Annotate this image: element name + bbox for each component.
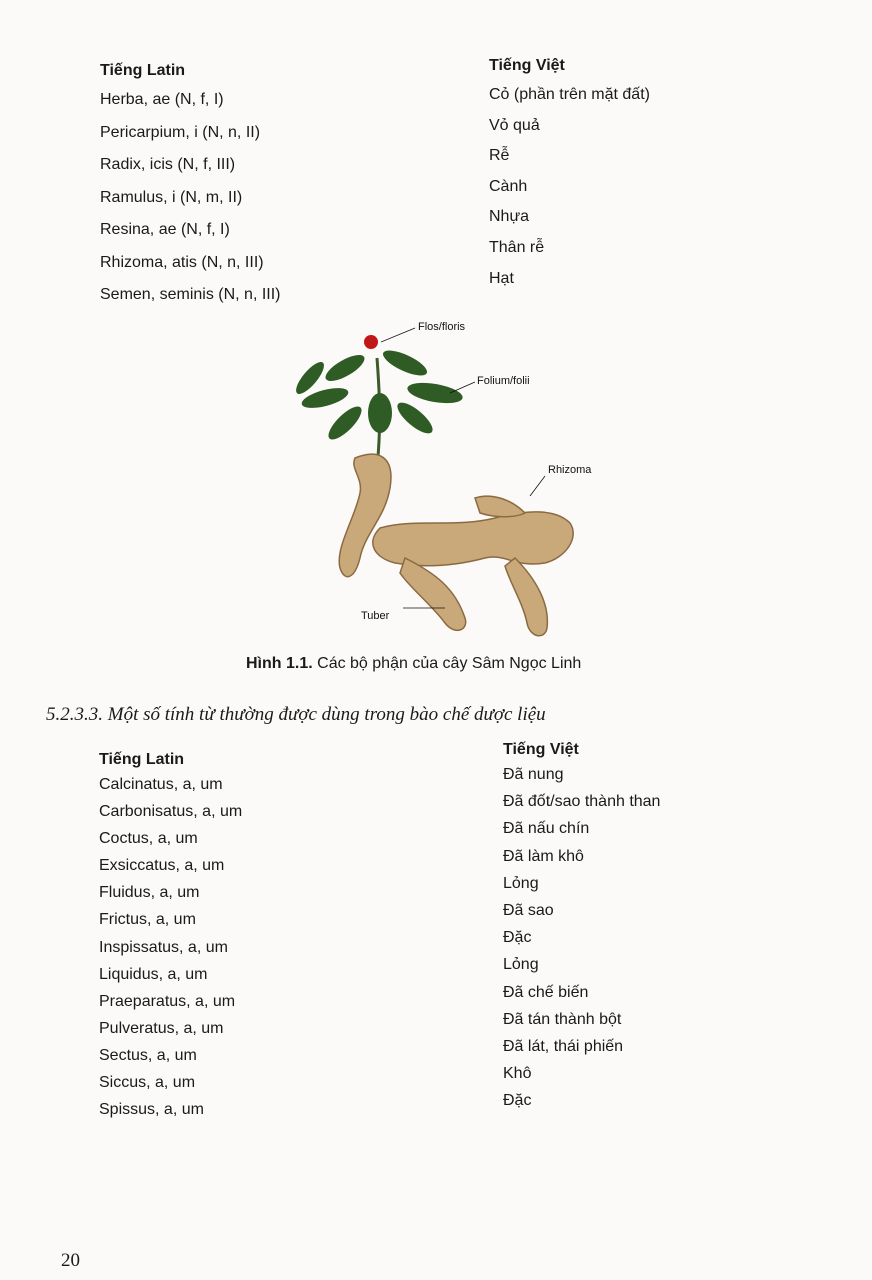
table1-viet-term: Nhựa	[489, 208, 530, 226]
table1-header-viet: Tiếng Việt	[489, 57, 565, 74]
table2-latin-term: Frictus, a, um	[99, 911, 196, 929]
table2-header-latin: Tiếng Latin	[99, 751, 185, 768]
table1-viet-list	[489, 85, 650, 299]
table1-latin-term: Radix, icis (N, f, III)	[100, 156, 236, 173]
table2-latin-list	[99, 775, 242, 1127]
table2-viet-term: Đã chế biến	[503, 983, 589, 1001]
table2-viet-term: Đặc	[503, 1092, 532, 1110]
table2-viet-column	[503, 741, 660, 1118]
table2-viet-term: Lỏng	[503, 956, 539, 974]
table2-viet-term: Đã làm khô	[503, 847, 584, 865]
table1-viet-term: Thân rễ	[489, 238, 545, 256]
table1-viet-term: Cành	[489, 177, 528, 195]
caption-prefix: Hình 1.1.	[246, 655, 313, 672]
table2-latin-term: Praeparatus, a, um	[99, 992, 236, 1010]
table2-latin-term: Carbonisatus, a, um	[99, 803, 243, 821]
table2-latin-term: Pulveratus, a, um	[99, 1019, 224, 1037]
table2-viet-term: Đã sao	[503, 901, 554, 919]
table1-viet-term: Hạt	[489, 269, 514, 287]
table1-latin-term: Ramulus, i (N, m, II)	[100, 188, 243, 206]
table2-latin-term: Exsiccatus, a, um	[99, 857, 225, 875]
label-folium: Folium/folii	[477, 375, 530, 387]
table1-latin-term: Semen, seminis (N, n, III)	[100, 286, 281, 303]
page-number: 20	[61, 1250, 80, 1271]
table2-latin-term: Calcinatus, a, um	[99, 776, 223, 793]
table2-viet-term: Đã đốt/sao thành than	[503, 793, 661, 811]
table2-latin-column	[99, 751, 242, 1127]
table2-viet-term: Đã lát, thái phiến	[503, 1037, 624, 1055]
table2-latin-term: Fluidus, a, um	[99, 884, 200, 902]
table1-header-latin: Tiếng Latin	[100, 62, 186, 79]
table1-viet-column	[489, 57, 650, 299]
table1-latin-list	[100, 90, 281, 318]
caption-text: Các bộ phận của cây Sâm Ngọc Linh	[312, 655, 582, 672]
table2-latin-term: Liquidus, a, um	[99, 965, 208, 983]
table2-latin-term: Siccus, a, um	[99, 1074, 196, 1092]
table2-viet-term: Đã nung	[503, 766, 564, 783]
table2-viet-term: Đặc	[503, 929, 532, 947]
table1-viet-term: Rễ	[489, 147, 510, 165]
section-title: 5.2.3.3. Một số tính từ thường được dùng trong bào chế dược liệu	[46, 704, 546, 725]
table2-latin-term: Sectus, a, um	[99, 1046, 197, 1064]
table2-viet-term: Đã nấu chín	[503, 820, 590, 838]
table2-viet-term: Khô	[503, 1065, 532, 1083]
table1-latin-term: Pericarpium, i (N, n, II)	[100, 123, 261, 141]
bleed-through-text	[30, 60, 34, 80]
table2-latin-term: Coctus, a, um	[99, 830, 198, 848]
label-rhizoma: Rhizoma	[548, 464, 592, 476]
table1-latin-term: Resina, ae (N, f, I)	[100, 221, 230, 238]
ginseng-plant-figure	[285, 318, 605, 648]
label-tuber: Tuber	[361, 610, 390, 622]
table2-header-viet: Tiếng Việt	[503, 741, 579, 758]
label-flos: Flos/floris	[418, 321, 466, 333]
table2-latin-term: Inspissatus, a, um	[99, 938, 228, 956]
table1-latin-term: Herba, ae (N, f, I)	[100, 91, 224, 108]
table2-viet-term: Đã tán thành bột	[503, 1010, 622, 1028]
table2-latin-term: Spissus, a, um	[99, 1101, 204, 1119]
table1-viet-term: Vỏ quả	[489, 116, 540, 134]
table2-viet-list	[503, 765, 660, 1118]
table2-viet-term: Lỏng	[503, 874, 539, 892]
table1-latin-term: Rhizoma, atis (N, n, III)	[100, 253, 264, 271]
figure-caption	[246, 655, 581, 673]
table1-latin-column	[100, 62, 281, 318]
table1-viet-term: Cỏ (phần trên mặt đất)	[489, 86, 650, 103]
